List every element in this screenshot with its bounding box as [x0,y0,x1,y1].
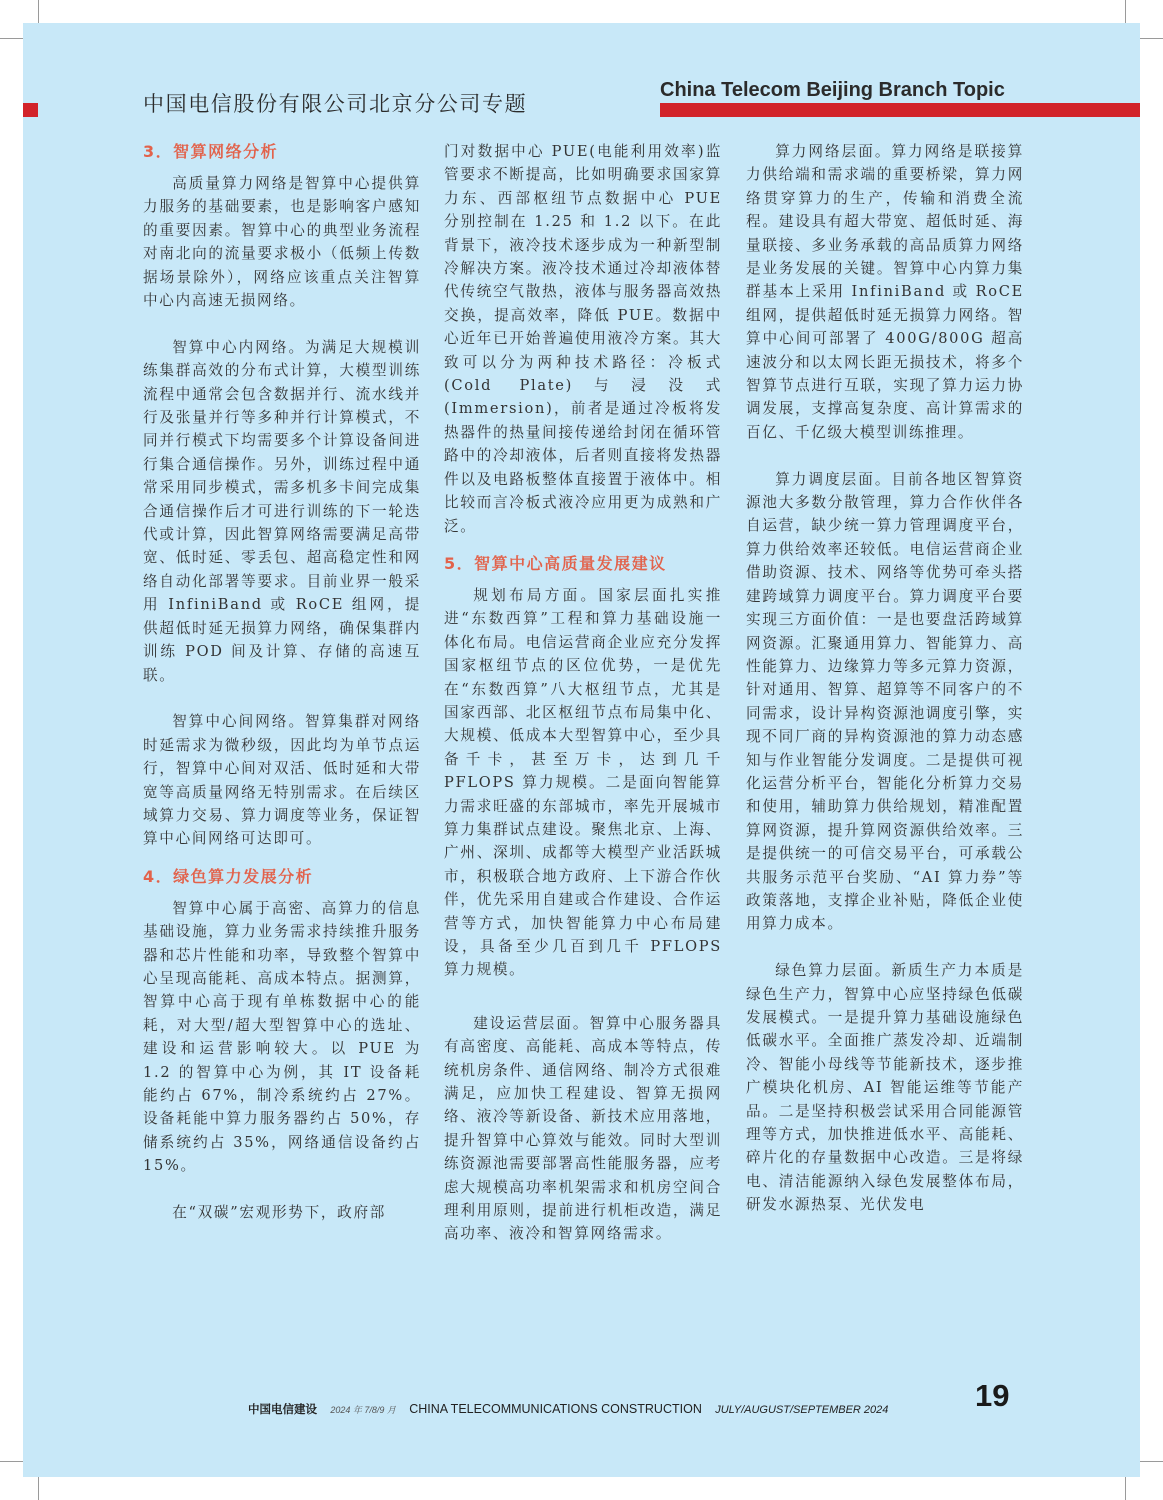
crop-mark-tr-h [1136,38,1163,39]
header-red-bar [660,103,1140,117]
crop-mark-br-v [1125,1473,1126,1500]
paragraph: 算力调度层面。目前各地区智算资源池大多数分散管理，算力合作伙伴各自运营，缺少统一算力管理调度平台，算力供给效率还较低。电信运营商企业借助资源、技术、网络等优势可牵头搭建跨域算力调度平台。算力调度平台要实现三方面价值：一是也要盘活跨域算网资源。汇聚通用算力、智能算力、高性能算力、边缘算力等多元算力资源，针对通用、智算、超算等不同客户的不同需求，设计异构资源池调度引擎，实现不同厂商的异构资源池的算力动态感知与作业智能分发调度。二是提供可视化运营分析平台，智能化分析算力交易和使用，辅助算力供给规划，精准配置算网资源，提升算网资源供给效率。三是提供统一的可信交易平台，可承载公共服务示范平台奖励、“AI 算力券”等政策落地，支撑企业补贴，降低企业使用算力成本。 [746,470,1024,933]
header-title-en: China Telecom Beijing Branch Topic [660,79,1005,101]
page-footer [248,1401,898,1417]
paragraph: 智算中心间网络。智算集群对网络时延需求为微秒级，因此均为单节点运行，智算中心间对双活、低时延和大带宽等高质量网络无特别需求。在后续区域算力交易、算力调度等业务，保证智算中心间网络可达即可。 [143,713,421,848]
paragraph: 绿色算力层面。新质生产力本质是绿色生产力，智算中心应坚持绿色低碳发展模式。一是提升算力基础设施绿色低碳水平。全面推广蒸发冷却、近端制冷、智能小母线等节能新技术，逐步推广模块化机房、AI 智能运维等节能产品。二是坚持积极尝试采用合同能源管理等方式，加快推进低水平、高能耗、碎片化的存量数据中心改造。三是将绿电、清洁能源纳入绿色发展整体布局，研发水源热泵、光伏发电 [746,962,1024,1214]
crop-mark-bl-v [38,1473,39,1500]
paragraph: 建设运营层面。智算中心服务器具有高密度、高能耗、高成本等特点，传统机房条件、通信网络、制冷方式很难满足，应加快工程建设、智算无损网络、液冷等新设备、新技术应用落地，提升智算中心算效与能效。同时大型训练资源池需要部署高性能服务器，应考虑大规模高功率机架需求和机房空间合理利用原则，提前进行机柜改造，满足高功率、液冷和智算网络需求。 [444,1014,722,1243]
footer-journal-en: CHINA TELECOMMUNICATIONS CONSTRUCTION [409,1402,702,1416]
article-column-1 [143,140,421,1248]
section-heading-3: 3．智算网络分析 [143,142,279,161]
article-column-2 [444,140,722,1269]
paragraph: 智算中心属于高密、高算力的信息基础设施，算力业务需求持续推升服务器和芯片性能和功率，导致整个智算中心呈现高能耗、高成本特点。据测算，智算中心高于现有单栋数据中心的能耗，对大型/超大型智算中心的选址、建设和运营影响较大。以 PUE 为 1.2 的智算中心为例，其 IT 设备耗能约占 67%，制冷系统约占 27%。设备耗能中算力服务器约占 50%，存储系统约占 35%，网络通信设备约占 15%。 [143,899,421,1175]
section-heading-5: 5．智算中心高质量发展建议 [444,553,667,573]
footer-journal-cn: 中国电信建设 [248,1402,317,1416]
paragraph-continued: 门对数据中心 PUE(电能利用效率)监管要求不断提高，比如明确要求国家算力东、西部枢纽节点数据中心 PUE 分别控制在 1.25 和 1.2 以下。在此背景下，液冷技术逐步成为一种新型制冷解决方案。液冷技术通过冷却液体替代传统空气散热，液体与服务器高效热交换，提高效率，降低 PUE。数据中心近年已开始普遍使用液冷方案。其大致可以分为两种技术路径：冷板式(Cold Plate)与浸没式(Immersion)，前者是通过冷板将发热器件的热量间接传递给封闭在循环管路中的冷却液体，后者则直接将发热器件以及电路板整体直接置于液体中。相比较而言冷板式液冷应用更为成熟和广泛。 [444,143,722,535]
page-number: 19 [975,1378,1010,1413]
paragraph: 规划布局方面。国家层面扎实推进“东数西算”工程和算力基础设施一体化布局。电信运营商企业应充分发挥国家枢纽节点的区位优势，一是优先在“东数西算”八大枢纽节点，尤其是国家西部、北区枢纽节点布局集中化、大规模、低成本大型智算中心，至少具备千卡，甚至万卡，达到几千 PFLOPS 算力规模。二是面向智能算力需求旺盛的东部城市，率先开展城市算力集群试点建设。聚焦北京、上海、广州、深圳、成都等大模型产业活跃城市，积极联合地方政府、上下游合作伙伴，优先采用自建或合作建设、合作运营等方式，加快智能算力中心布局建设，具备至少几百到几千 PFLOPS 算力规模。 [444,586,722,979]
paragraph: 高质量算力网络是智算中心提供算力服务的基础要素，也是影响客户感知的重要因素。智算中心的典型业务流程对南北向的流量要求极小（低频上传数据场景除外），网络应该重点关注智算中心内高速无损网络。 [143,175,421,310]
section-heading-4: 4．绿色算力发展分析 [143,866,314,886]
footer-date-en: JULY/AUGUST/SEPTEMBER 2024 [715,1404,889,1416]
paragraph: 算力网络层面。算力网络是联接算力供给端和需求端的重要桥梁，算力网络贯穿算力的生产，传输和消费全流程。建设具有超大带宽、超低时延、海量联接、多业务承载的高品质算力网络是业务发展的关键。智算中心内算力集群基本上采用 InfiniBand 或 RoCE 组网，提供超低时延无损算力网络。智算中心间可部署了 400G/800G 超高速波分和以太网长距无损技术，将多个智算节点进行互联，实现了算力运力协调发展，支撑高复杂度、高计算需求的百亿、千亿级大模型训练推理。 [746,143,1024,441]
footer-date-cn: 2024 年 7/8/9 月 [330,1405,396,1415]
crop-mark-br-h [1136,1461,1163,1462]
header-red-marker [23,103,38,117]
paragraph: 智算中心内网络。为满足大规模训练集群高效的分布式计算，大模型训练流程中通常会包含数据并行、流水线并行及张量并行等多种并行计算模式，不同并行模式下均需要多个计算设备间进行集合通信操作。另外，训练过程中通常采用同步模式，需多机多卡间完成集合通信操作后才可进行训练的下一轮迭代或计算，因此智算网络需要满足高带宽、低时延、零丢包、超高稳定性和网络自动化部署等要求。目前业界一般采用 InfiniBand 或 RoCE 组网，提供超低时延无损算力网络，确保集群内训练 POD 间及计算、存储的高速互联。 [143,338,421,684]
paragraph: 在“双碳”宏观形势下，政府部 [172,1204,387,1222]
article-column-3 [746,140,1024,1240]
header-title-cn: 中国电信股份有限公司北京分公司专题 [143,92,528,116]
